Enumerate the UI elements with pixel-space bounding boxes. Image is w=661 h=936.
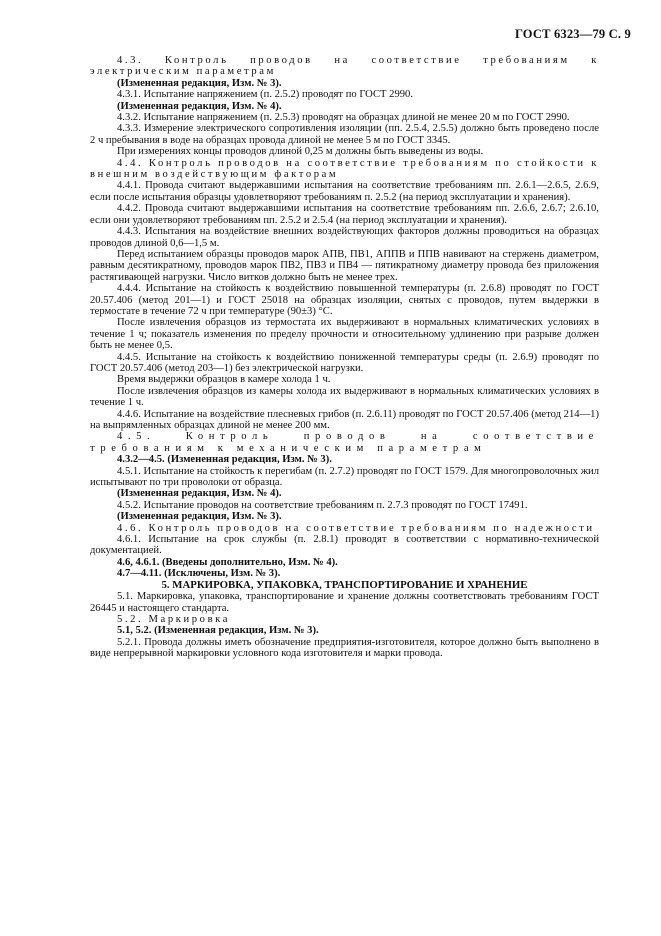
paragraph: После извлечения образцов из термостата их выдерживают в нормальных климатических условиях в течение 1 ч; показатель изменения по пределу прочности и относительному удлинению при разрыве должен быть не менее 0,5. <box>90 317 599 352</box>
clause-4-4-6: 4.4.6. Испытание на воздействие плесневых грибов (п. 2.6.11) проводят по ГОСТ 20.57.406 (метод 214—1) на выпрямленных образцах длиной не менее 200 мм. <box>90 408 599 431</box>
heading-4-5: 4.5. Контроль проводов на соответствие требованиям к механическим параметрам <box>90 431 599 454</box>
clause-4-4-5: 4.4.5. Испытание на стойкость к воздействию пониженной температуры среды (п. 2.6.9) проводят по ГОСТ 20.57.406 (метод 203—1) без электрической нагрузки. <box>90 351 599 374</box>
section-5-title: 5. МАРКИРОВКА, УПАКОВКА, ТРАНСПОРТИРОВАНИЕ И ХРАНЕНИЕ <box>161 578 528 591</box>
amendment-note: (Измененная редакция, Изм. № 4). <box>117 100 282 112</box>
clause-4-5-2: 4.5.2. Испытание проводов на соответствие требованиям п. 2.7.3 проводят по ГОСТ 17491. <box>117 499 528 511</box>
paragraph: При измерениях концы проводов длиной 0,25 м должны быть выведены из воды. <box>117 146 484 158</box>
clause-5-1: 5.1. Маркировка, упаковка, транспортирование и хранение должны соответствовать требованиям ГОСТ 26445 и настоящего стандарта. <box>90 591 599 614</box>
amendment-note: 4.3.2—4.5. (Измененная редакция, Изм. № 3). <box>117 454 332 466</box>
amendment-note: 4.6, 4.6.1. (Введены дополнительно, Изм. № 4). <box>117 556 338 568</box>
clause-4-3-2: 4.3.2. Испытание напряжением (п. 2.5.3) проводят на образцах длиной не менее 20 м по ГОСТ 2990. <box>117 112 570 124</box>
heading-4-3: 4.3. Контроль проводов на соответствие требованиям к электрическим параметрам <box>90 55 599 78</box>
heading-5-2: 5.2. Маркировка <box>117 613 231 625</box>
clause-4-4-4: 4.4.4. Испытание на стойкость к воздействию повышенной температуры (п. 2.6.8) проводят по ГОСТ 20.57.406 (метод 201—1) и ГОСТ 25018 на образцах изоляции, снятых с проводов, путем выдержки в термостате в течение 72 ч при температуре (90±3) °С. <box>90 283 599 317</box>
clause-4-5-1: 4.5.1. Испытание на стойкость к перегибам (п. 2.7.2) проводят по ГОСТ 1579. Для многопроволочных жил испытывают по три проволоки от образца. <box>90 465 599 489</box>
heading-4-6: 4.6. Контроль проводов на соответствие требованиям по надежности <box>117 522 595 534</box>
page-header: ГОСТ 6323—79 С. 9 <box>514 27 631 41</box>
amendment-note: 5.1, 5.2. (Измененная редакция, Изм. № 3). <box>117 625 319 637</box>
clause-4-4-3: 4.4.3. Испытания на воздействие внешних воздействующих факторов должны проводиться на образцах проводов длиной 0,6—1,5 м. <box>90 226 599 249</box>
paragraph: После извлечения образцов из камеры холода их выдерживают в нормальных климатических условиях в течение 1 ч. <box>90 385 599 409</box>
paragraph: Перед испытанием образцы проводов марок АПВ, ПВ1, АППВ и ППВ навивают на стержень диаметром, равным десятикратному, проводов марок ПВ2, ПВ3 и ПВ4 — пятикратному диаметру провода без приложения растягивающей нагрузки. Число витков должно быть не менее трех. <box>90 248 599 283</box>
amendment-note: (Измененная редакция, Изм. № 4). <box>117 488 282 500</box>
clause-4-4-2: 4.4.2. Провода считают выдержавшими испытания на соответствие требованиям пп. 2.6.6, 2.6.7; 2.6.10, если они удовлетворяют требованиям пп. 2.5.2 и 2.5.4 (на период эксплуатации и хранения). <box>90 203 599 226</box>
clause-4-3-3: 4.3.3. Измерение электрического сопротивления изоляции (пп. 2.5.4, 2.5.5) должно быть проведено после 2 ч пребывания в воде на образцах провода длиной не менее 5 м по ГОСТ 3345. <box>90 123 599 146</box>
amendment-note: 4.7—4.11. (Исключены, Изм. № 3). <box>117 568 281 580</box>
clause-4-3-1: 4.3.1. Испытание напряжением (п. 2.5.2) проводят по ГОСТ 2990. <box>117 89 413 101</box>
clause-5-2-1: 5.2.1. Провода должны иметь обозначение предприятия-изготовителя, которое должно быть выполнено в виде непрерывной маркировки условного кода изготовителя и марки провода. <box>90 636 599 660</box>
paragraph: Время выдержки образцов в камере холода 1 ч. <box>117 374 331 386</box>
document-body <box>90 55 599 660</box>
amendment-note: (Измененная редакция, Изм. № 3). <box>117 511 282 523</box>
clause-4-4-1: 4.4.1. Провода считают выдержавшими испытания на соответствие требованиям пп. 2.6.1—2.6.5, 2.6.9, если после испытания образцы удовлетворяют требованиям п. 2.5.2 (на период эксплуатации и хранения). <box>90 180 599 203</box>
heading-4-4: 4.4. Контроль проводов на соответствие требованиям по стойкости к внешним воздействующим факторам <box>90 157 599 181</box>
amendment-note: (Измененная редакция, Изм. № 3). <box>117 77 282 89</box>
clause-4-6-1: 4.6.1. Испытание на срок службы (п. 2.8.1) проводят в соответствии с нормативно-технической документацией. <box>90 534 599 557</box>
